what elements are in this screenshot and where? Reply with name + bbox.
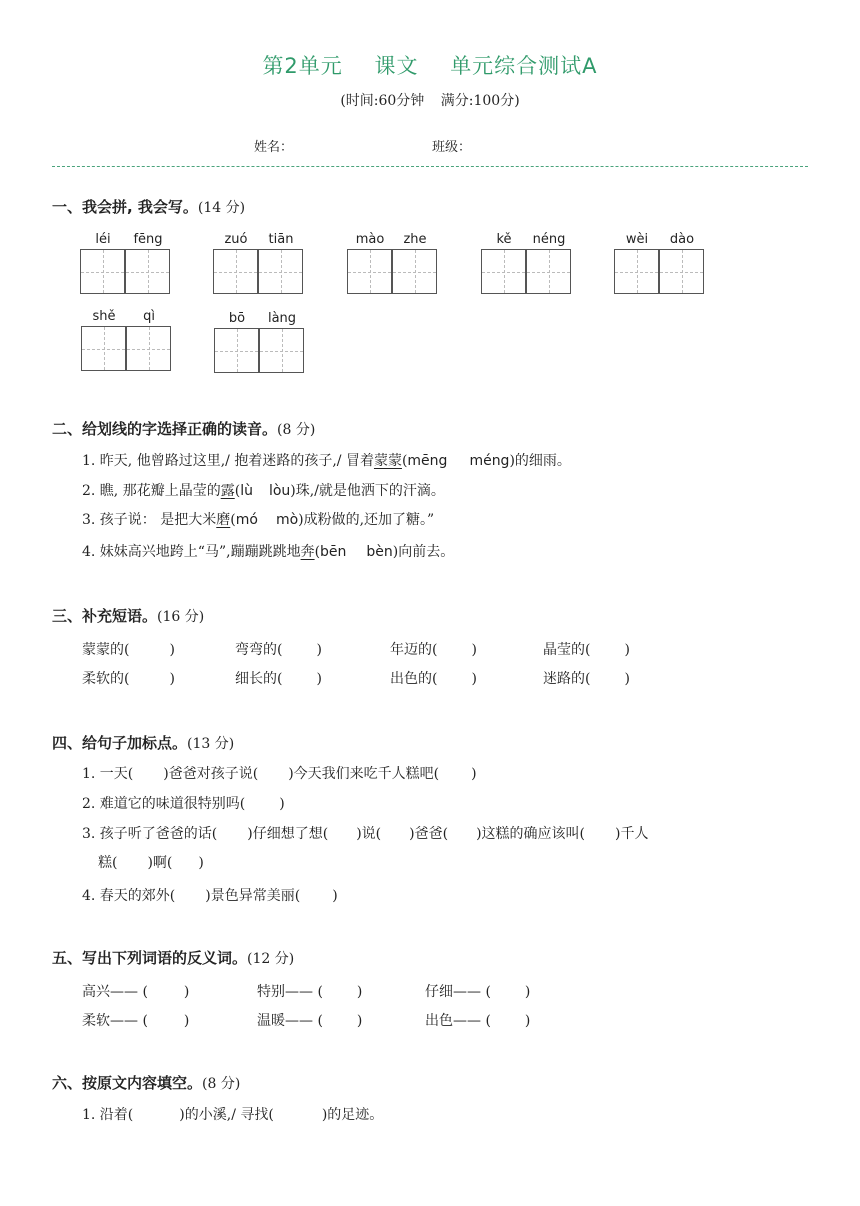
question-text: ): [524, 984, 531, 1000]
title-unit: 第2单元: [262, 54, 343, 78]
writing-box[interactable]: [126, 326, 171, 371]
antonym-item: [82, 1010, 189, 1030]
antonym-item: [82, 981, 189, 1001]
phrase-item: [235, 639, 322, 659]
question-text: ): [316, 642, 322, 658]
pinyin-option[interactable]: bèn: [366, 544, 393, 560]
writing-box[interactable]: [392, 249, 437, 294]
question-text: ): [198, 855, 204, 871]
question-text: ): [471, 642, 477, 658]
name-label: 姓名：: [254, 140, 294, 155]
writing-box[interactable]: [213, 249, 258, 294]
question-text: )这糕的确应该叫(: [476, 826, 586, 842]
question-text: )说(: [356, 826, 382, 842]
pinyin-option[interactable]: lòu: [268, 483, 291, 499]
underlined-char: 奔: [300, 544, 315, 560]
antonym-item: [425, 1010, 530, 1030]
question-6-1: [82, 1104, 383, 1124]
section-3-title: 三、补充短语。(16 分): [52, 607, 205, 625]
divider: [52, 166, 808, 167]
question-text: 柔软的(: [82, 671, 130, 687]
question-text: )千人: [615, 826, 649, 842]
question-text: ): [356, 1013, 363, 1029]
question-text: (: [314, 544, 321, 560]
phrase-item: [235, 668, 322, 688]
question-text: )今天我们来吃千人糕吧(: [288, 766, 440, 782]
section-1-title: 一、我会拼, 我会写。(14 分): [52, 198, 246, 216]
pinyin-option[interactable]: mò: [275, 512, 299, 528]
writing-box[interactable]: [347, 249, 392, 294]
question-text: ): [471, 766, 477, 782]
question-4-3: [82, 823, 649, 843]
underlined-char: 露: [220, 483, 235, 499]
question-text: 1. 沿着(: [82, 1107, 134, 1123]
question-text: ): [624, 642, 630, 658]
question-text: 迷路的(: [543, 671, 591, 687]
pinyin-option[interactable]: lù: [240, 483, 253, 499]
antonym-item: [257, 1010, 362, 1030]
question-text: 3. 孩子说： 是把大米: [82, 512, 217, 528]
section-6-title: 六、按原文内容填空。(8 分): [52, 1074, 241, 1092]
question-text: )珠,/就是他洒下的汗滴。: [290, 483, 445, 499]
question-text: 2. 难道它的味道很特别吗(: [82, 796, 246, 812]
question-2-1: [82, 450, 571, 470]
question-text: 细长的(: [235, 671, 283, 687]
question-text: 柔软—— (: [82, 1013, 148, 1029]
question-2-3: [82, 509, 434, 529]
antonym-item: [257, 981, 362, 1001]
question-text: )的小溪,/ 寻找(: [179, 1107, 274, 1123]
question-2-2: [82, 480, 445, 500]
phrase-item: [82, 639, 175, 659]
question-text: )向前去。: [392, 544, 455, 560]
question-text: ): [183, 984, 190, 1000]
question-text: (: [234, 483, 241, 499]
question-text: 1. 昨天, 他曾路过这里,/ 抱着迷路的孩子,/ 冒着: [82, 453, 374, 469]
question-text: 3. 孩子听了爸爸的话(: [82, 826, 218, 842]
writing-box[interactable]: [81, 326, 126, 371]
page-title: [0, 50, 860, 80]
question-4-2: [82, 793, 285, 813]
phrase-item: [390, 668, 477, 688]
exam-meta: [0, 90, 860, 110]
question-text: ): [279, 796, 285, 812]
underlined-char: 磨: [216, 512, 231, 528]
writing-box[interactable]: [80, 249, 125, 294]
underlined-char: 蒙蒙: [373, 453, 402, 469]
question-text: )景色异常美丽(: [205, 888, 301, 904]
question-text: (: [401, 453, 408, 469]
writing-box[interactable]: [614, 249, 659, 294]
section-5-title: 五、写出下列词语的反义词。(12 分): [52, 949, 295, 967]
question-text: 年迈的(: [390, 642, 438, 658]
question-4-1: [82, 763, 477, 783]
title-test: 单元综合测试A: [450, 54, 598, 78]
question-text: ): [169, 642, 175, 658]
question-text: ): [183, 1013, 190, 1029]
phrase-item: [82, 668, 175, 688]
writing-box[interactable]: [659, 249, 704, 294]
question-text: ): [471, 671, 477, 687]
section-4-title: 四、给句子加标点。(13 分): [52, 734, 235, 752]
question-4-4: [82, 885, 338, 905]
pinyin-option[interactable]: méng: [469, 453, 510, 469]
question-text: (: [230, 512, 236, 528]
question-text: )的足迹。: [321, 1107, 384, 1123]
question-4-3-cont: [98, 852, 204, 872]
writing-box[interactable]: [259, 328, 304, 373]
pinyin-option[interactable]: mó: [235, 512, 258, 528]
question-2-4: [82, 541, 454, 561]
question-text: )爸爸(: [409, 826, 449, 842]
question-text: 高兴—— (: [82, 984, 148, 1000]
pinyin-option[interactable]: mēng: [407, 453, 448, 469]
question-text: 4. 妹妹高兴地跨上“马”,蹦蹦跳跳地: [82, 544, 301, 560]
question-text: 仔细—— (: [425, 984, 491, 1000]
question-text: 4. 春天的郊外(: [82, 888, 176, 904]
question-text: 出色—— (: [425, 1013, 491, 1029]
writing-box[interactable]: [526, 249, 571, 294]
question-text: ): [524, 1013, 531, 1029]
question-text: )啊(: [147, 855, 173, 871]
question-text: )爸爸对孩子说(: [163, 766, 259, 782]
phrase-item: [390, 639, 477, 659]
question-text: )成粉做的,还加了糖。”: [298, 512, 435, 528]
class-label: 班级：: [432, 140, 472, 155]
question-text: 温暖—— (: [257, 1013, 323, 1029]
question-text: ): [169, 671, 175, 687]
question-text: 弯弯的(: [235, 642, 283, 658]
question-text: ): [624, 671, 630, 687]
phrase-item: [543, 639, 630, 659]
question-text: ): [356, 984, 363, 1000]
question-text: 2. 瞧, 那花瓣上晶莹的: [82, 483, 221, 499]
question-text: 出色的(: [390, 671, 438, 687]
exam-time: (时间:60分钟: [340, 93, 425, 109]
exam-score: 满分:100分): [440, 93, 520, 109]
writing-box[interactable]: [258, 249, 303, 294]
question-text: 蒙蒙的(: [82, 642, 130, 658]
writing-box[interactable]: [214, 328, 259, 373]
question-text: ): [332, 888, 338, 904]
writing-box[interactable]: [125, 249, 170, 294]
question-text: 糕(: [98, 855, 118, 871]
question-text: )的细雨。: [509, 453, 571, 469]
phrase-item: [543, 668, 630, 688]
question-text: 特别—— (: [257, 984, 323, 1000]
antonym-item: [425, 981, 530, 1001]
question-text: 晶莹的(: [543, 642, 591, 658]
title-category: 课文: [374, 54, 419, 78]
question-text: ): [316, 671, 322, 687]
section-2-title: 二、给划线的字选择正确的读音。(8 分): [52, 420, 316, 438]
pinyin-option[interactable]: bēn: [320, 544, 347, 560]
writing-box[interactable]: [481, 249, 526, 294]
question-text: 1. 一天(: [82, 766, 134, 782]
question-text: )仔细想了想(: [247, 826, 329, 842]
